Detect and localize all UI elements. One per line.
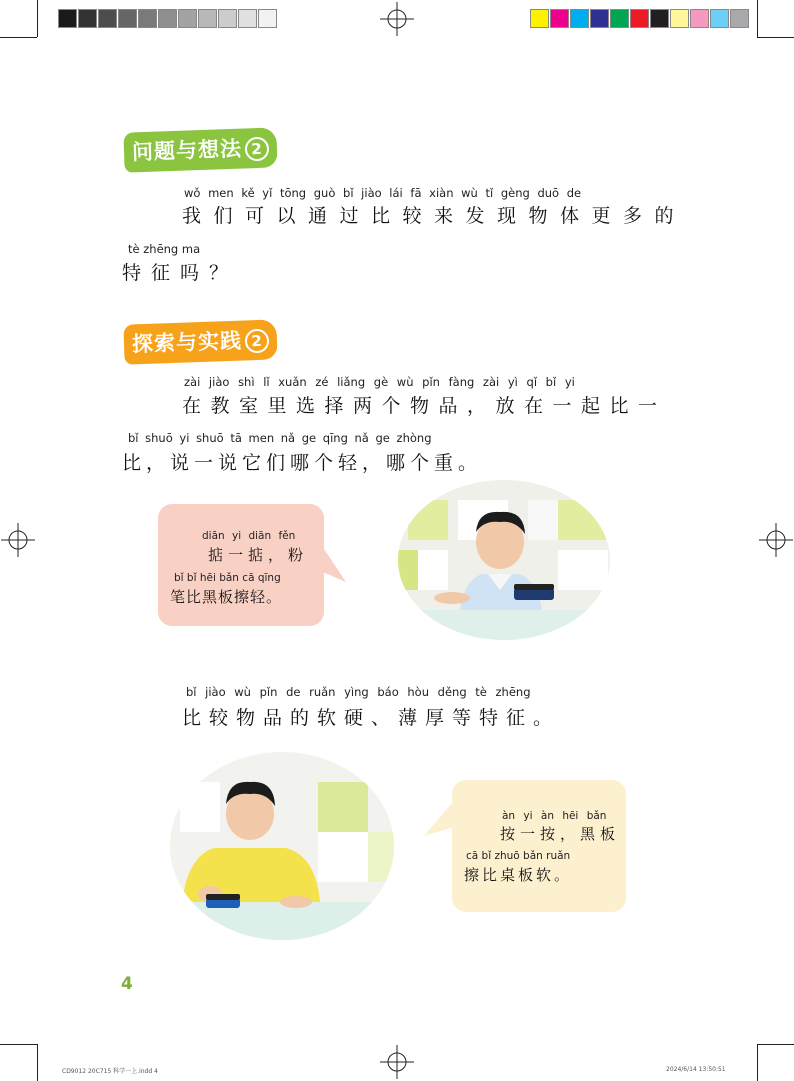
pinyin-line: zài jiào shì lǐ xuǎn zé liǎng gè wù pǐn fàng zài yì qǐ bǐ yi xyxy=(184,375,575,389)
pinyin-line: àn yi àn hēi bǎn xyxy=(502,810,607,822)
text-line: 特征吗？ xyxy=(122,262,239,284)
crop-mark xyxy=(757,1044,758,1081)
color-swatch xyxy=(58,9,77,28)
section-badge-explore xyxy=(123,319,277,364)
text-line: 笔比黑板擦轻。 xyxy=(170,588,283,606)
color-swatch xyxy=(730,9,749,28)
color-swatch xyxy=(550,9,569,28)
section-number: 2 xyxy=(245,137,270,162)
color-swatch xyxy=(570,9,589,28)
crop-mark xyxy=(757,1044,794,1045)
text-line: 我们可以通过比较来发现物体更多的 xyxy=(182,205,687,227)
speech-bubble-weigh xyxy=(158,504,324,626)
crop-mark xyxy=(37,0,38,37)
color-swatch xyxy=(238,9,257,28)
pinyin-line: bǐ shuō yi shuō tā men nǎ ge qīng nǎ ge zhòng xyxy=(128,431,432,445)
color-swatch xyxy=(670,9,689,28)
pinyin-line: cā bǐ zhuō bǎn ruǎn xyxy=(466,850,571,862)
registration-mark-icon xyxy=(380,1045,414,1079)
color-swatch xyxy=(258,9,277,28)
color-swatch xyxy=(610,9,629,28)
pinyin-line: tè zhēng ma xyxy=(128,242,201,256)
footer-timestamp: 2024/6/14 13:50:51 xyxy=(666,1066,726,1073)
text-line: 按一按，黑板 xyxy=(500,825,621,843)
text-line: 擦比桌板软。 xyxy=(464,866,573,884)
section-title: 探索与实践 xyxy=(131,328,243,357)
registration-mark-icon xyxy=(380,2,414,36)
registration-mark-icon xyxy=(1,523,35,557)
color-swatch xyxy=(198,9,217,28)
process-color-bar xyxy=(530,9,750,28)
color-swatch xyxy=(158,9,177,28)
footer-file-info: CD9012 20C715 科学一上.indd 4 xyxy=(62,1068,158,1075)
color-swatch xyxy=(630,9,649,28)
crop-mark xyxy=(0,37,37,38)
pinyin-line: bǐ bǐ hēi bǎn cā qīng xyxy=(174,572,281,584)
crop-mark xyxy=(0,1044,37,1045)
color-swatch xyxy=(78,9,97,28)
color-swatch xyxy=(98,9,117,28)
color-swatch xyxy=(530,9,549,28)
color-swatch xyxy=(590,9,609,28)
color-swatch xyxy=(690,9,709,28)
page-number: 4 xyxy=(121,974,133,994)
section-number: 2 xyxy=(245,329,270,354)
text-line: 在教室里选择两个物品，放在一起比一 xyxy=(182,395,667,417)
crop-mark xyxy=(757,0,758,37)
photo-boy-pressing xyxy=(170,752,394,940)
text-line: 比，说一说它们哪个轻，哪个重。 xyxy=(122,452,483,474)
pinyin-line: wǒ men kě yǐ tōng guò bǐ jiào lái fā xiàn wù tǐ gèng duō de xyxy=(184,186,582,200)
photo-boy-weighing xyxy=(398,480,610,640)
text-line: 掂一掂，粉 xyxy=(208,546,309,564)
color-swatch xyxy=(710,9,729,28)
speech-bubble-press xyxy=(452,780,626,912)
color-swatch xyxy=(118,9,137,28)
crop-mark xyxy=(757,37,794,38)
color-swatch xyxy=(178,9,197,28)
pinyin-line: bǐ jiào wù pǐn de ruǎn yìng báo hòu děng tè zhēng xyxy=(186,685,531,699)
color-swatch xyxy=(218,9,237,28)
crop-mark xyxy=(37,1044,38,1081)
text-line: 比较物品的软硬、薄厚等特征。 xyxy=(182,707,561,729)
registration-mark-icon xyxy=(759,523,793,557)
color-swatch xyxy=(138,9,157,28)
pinyin-line: diān yi diān fěn xyxy=(202,530,296,542)
section-badge-questions xyxy=(123,127,277,172)
color-swatch xyxy=(650,9,669,28)
grayscale-color-bar xyxy=(58,9,278,28)
section-title: 问题与想法 xyxy=(131,136,243,165)
